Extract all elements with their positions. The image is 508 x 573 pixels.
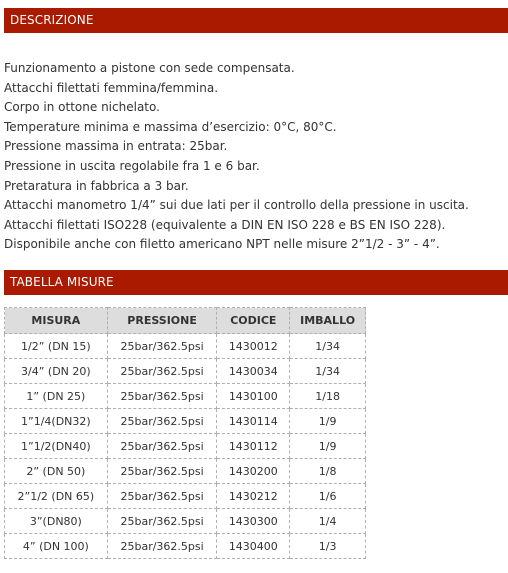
cell-codice: 1430100 [217, 384, 290, 409]
cell-pressione: 25bar/362.5psi [107, 484, 217, 509]
cell-pressione: 25bar/362.5psi [107, 359, 217, 384]
cell-imballo: 1/34 [290, 334, 366, 359]
cell-imballo: 1/9 [290, 409, 366, 434]
table-body [5, 334, 366, 559]
cell-imballo: 1/18 [290, 384, 366, 409]
description-line: Temperature minima e massima d’esercizio: 0°C, 80°C. [4, 119, 337, 134]
cell-codice: 1430200 [217, 459, 290, 484]
column-header-misura: MISURA [5, 308, 108, 334]
sizes-table [4, 307, 366, 559]
cell-pressione: 25bar/362.5psi [107, 334, 217, 359]
cell-codice: 1430112 [217, 434, 290, 459]
description-line: Attacchi filettati femmina/femmina. [4, 80, 219, 95]
description-line: Corpo in ottone nichelato. [4, 100, 160, 115]
description-line: Pressione in uscita regolabile fra 1 e 6 bar. [4, 158, 260, 173]
section-title: TABELLA MISURE [10, 275, 114, 289]
section-header-tabella-misure [4, 270, 508, 295]
description-line: Disponibile anche con filetto americano NPT nelle misure 2”1/2 - 3” - 4”. [4, 237, 440, 252]
cell-pressione: 25bar/362.5psi [107, 509, 217, 534]
cell-codice: 1430400 [217, 534, 290, 559]
cell-codice: 1430114 [217, 409, 290, 434]
cell-misura: 1/2” (DN 15) [5, 334, 108, 359]
cell-codice: 1430034 [217, 359, 290, 384]
cell-misura: 3/4” (DN 20) [5, 359, 108, 384]
column-header-pressione: PRESSIONE [107, 308, 217, 334]
cell-misura: 2”1/2 (DN 65) [5, 484, 108, 509]
table-row [5, 409, 366, 434]
cell-pressione: 25bar/362.5psi [107, 434, 217, 459]
table-row [5, 459, 366, 484]
description-block [4, 59, 504, 255]
cell-imballo: 1/4 [290, 509, 366, 534]
section-header-descrizione [4, 8, 508, 33]
column-header-imballo: IMBALLO [290, 308, 366, 334]
cell-codice: 1430012 [217, 334, 290, 359]
cell-codice: 1430300 [217, 509, 290, 534]
description-line: Attacchi manometro 1/4” sui due lati per il controllo della pressione in uscita. [4, 198, 469, 213]
cell-imballo: 1/3 [290, 534, 366, 559]
cell-imballo: 1/34 [290, 359, 366, 384]
cell-misura: 4” (DN 100) [5, 534, 108, 559]
column-header-codice: CODICE [217, 308, 290, 334]
description-line: Pretaratura in fabbrica a 3 bar. [4, 178, 189, 193]
cell-misura: 3”(DN80) [5, 509, 108, 534]
description-line: Pressione massima in entrata: 25bar. [4, 139, 228, 154]
cell-pressione: 25bar/362.5psi [107, 384, 217, 409]
cell-pressione: 25bar/362.5psi [107, 409, 217, 434]
cell-imballo: 1/9 [290, 434, 366, 459]
table-row [5, 509, 366, 534]
table-header-row [5, 308, 366, 334]
section-title: DESCRIZIONE [10, 13, 94, 27]
cell-misura: 2” (DN 50) [5, 459, 108, 484]
description-line: Funzionamento a pistone con sede compensata. [4, 61, 295, 75]
table-row [5, 334, 366, 359]
cell-misura: 1” (DN 25) [5, 384, 108, 409]
description-line: Attacchi filettati ISO228 (equivalente a DIN EN ISO 228 e BS EN ISO 228). [4, 217, 446, 232]
cell-pressione: 25bar/362.5psi [107, 534, 217, 559]
table-row [5, 384, 366, 409]
cell-codice: 1430212 [217, 484, 290, 509]
cell-pressione: 25bar/362.5psi [107, 459, 217, 484]
cell-misura: 1”1/4(DN32) [5, 409, 108, 434]
table-row [5, 484, 366, 509]
cell-imballo: 1/6 [290, 484, 366, 509]
table-row [5, 534, 366, 559]
table-row [5, 359, 366, 384]
cell-misura: 1”1/2(DN40) [5, 434, 108, 459]
cell-imballo: 1/8 [290, 459, 366, 484]
table-row [5, 434, 366, 459]
